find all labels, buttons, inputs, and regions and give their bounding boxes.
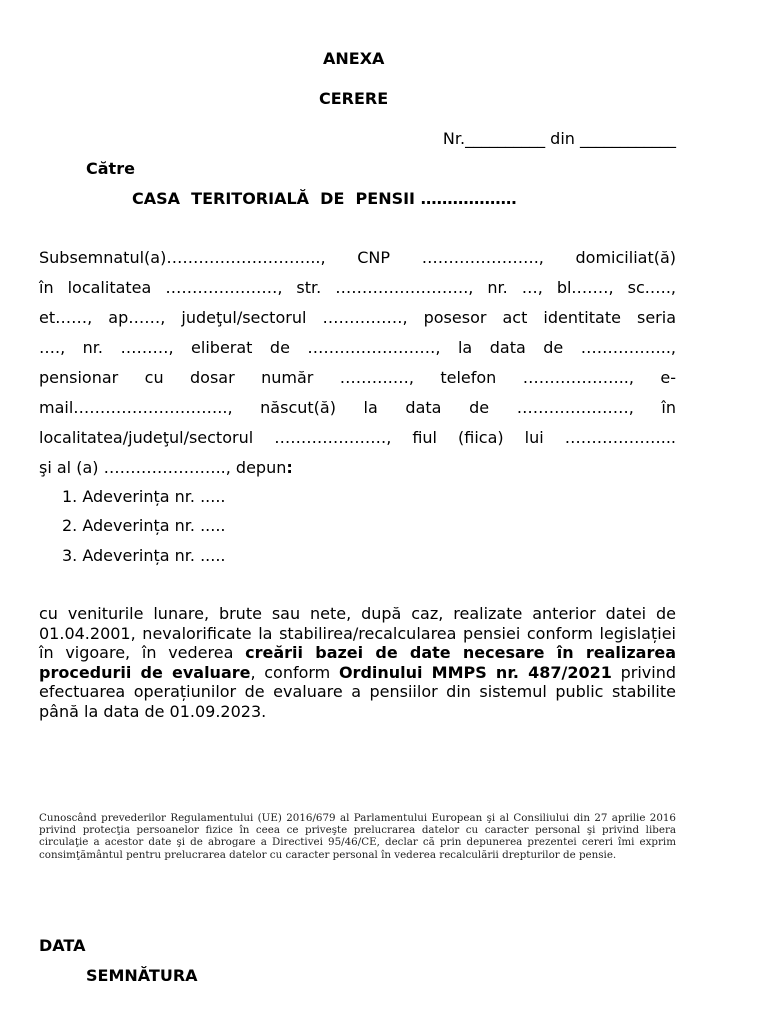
signature-label: SEMNĂTURA [86,966,198,985]
addressee-to-label: Către [86,159,135,178]
body-line: …., nr. ………, eliberat de ……………………, la data de …………….., [39,338,676,357]
body-line: pensionar cu dosar număr ……….…, telefon ……………….., e- [39,368,676,387]
paragraph-text: cu veniturile lunare, brute sau nete, după caz, realizate anterior datei de 01.04.2001, nevalorificate la stabilirea/recalcularea pensiei conform legislației în vigoare, în vederea [39,604,676,662]
addressee-institution: CASA TERITORIALĂ DE PENSII ……………… [132,189,517,208]
body-line-colon: : [286,458,293,477]
body-line: mail……………………….., născut(ă) la data de …………………, în [39,398,676,417]
body-line: Subsemnatul(a)……………………….., CNP …………………., domiciliat(ă) [39,248,676,267]
body-line: localitatea/judeţul/sectorul …………………, fiul (fiica) lui ………………... [39,428,676,447]
body-line: et……, ap……, judeţul/sectorul ……………, posesor act identitate seria [39,308,676,327]
paragraph-text: privind efectuarea operațiunilor de evaluare a pensiilor din sistemul public stabilite până la data de 01.09.2023. [39,662,676,721]
list-item: 2. Adeverința nr. ..... [62,516,226,535]
gdpr-consent-notice: Cunoscând prevederilor Regulamentului (UE) 2016/679 al Parlamentului European şi al Consiliului din 27 aprilie 2016 privind protecţia persoanelor fizice în ceea ce priveşte prelucrarea datelor cu caracter personal şi privind libera circulaţie a acestor date şi de abrogare a Directivei 95/46/CE, declar că prin depunerea prezentei cereri îmi exprim consimţământul pentru prelucrarea datelor cu caracter personal în vederea recalculării drepturilor de pensie. [39,812,676,861]
paragraph-text: , conform [250,662,339,682]
annex-title: ANEXA [323,49,385,68]
body-line: în localitatea …………………, str. ……………………., nr. …, bl.……, sc.…., [39,278,676,297]
request-paragraph [39,604,676,721]
list-item: 3. Adeverința nr. ..... [62,546,226,565]
date-label: DATA [39,936,86,955]
request-title: CERERE [319,89,389,108]
body-line-text: şi al (a) ………………….., depun [39,458,287,477]
body-line-last [39,458,676,477]
paragraph-bold-purpose: creării bazei de date necesare în realizarea procedurii de evaluare [39,643,676,682]
paragraph-bold-order: Ordinului MMPS nr. 487/2021 [338,662,612,682]
list-item: 1. Adeverința nr. ..... [62,487,226,506]
registration-number-line: Nr.__________ din ____________ [442,129,676,148]
